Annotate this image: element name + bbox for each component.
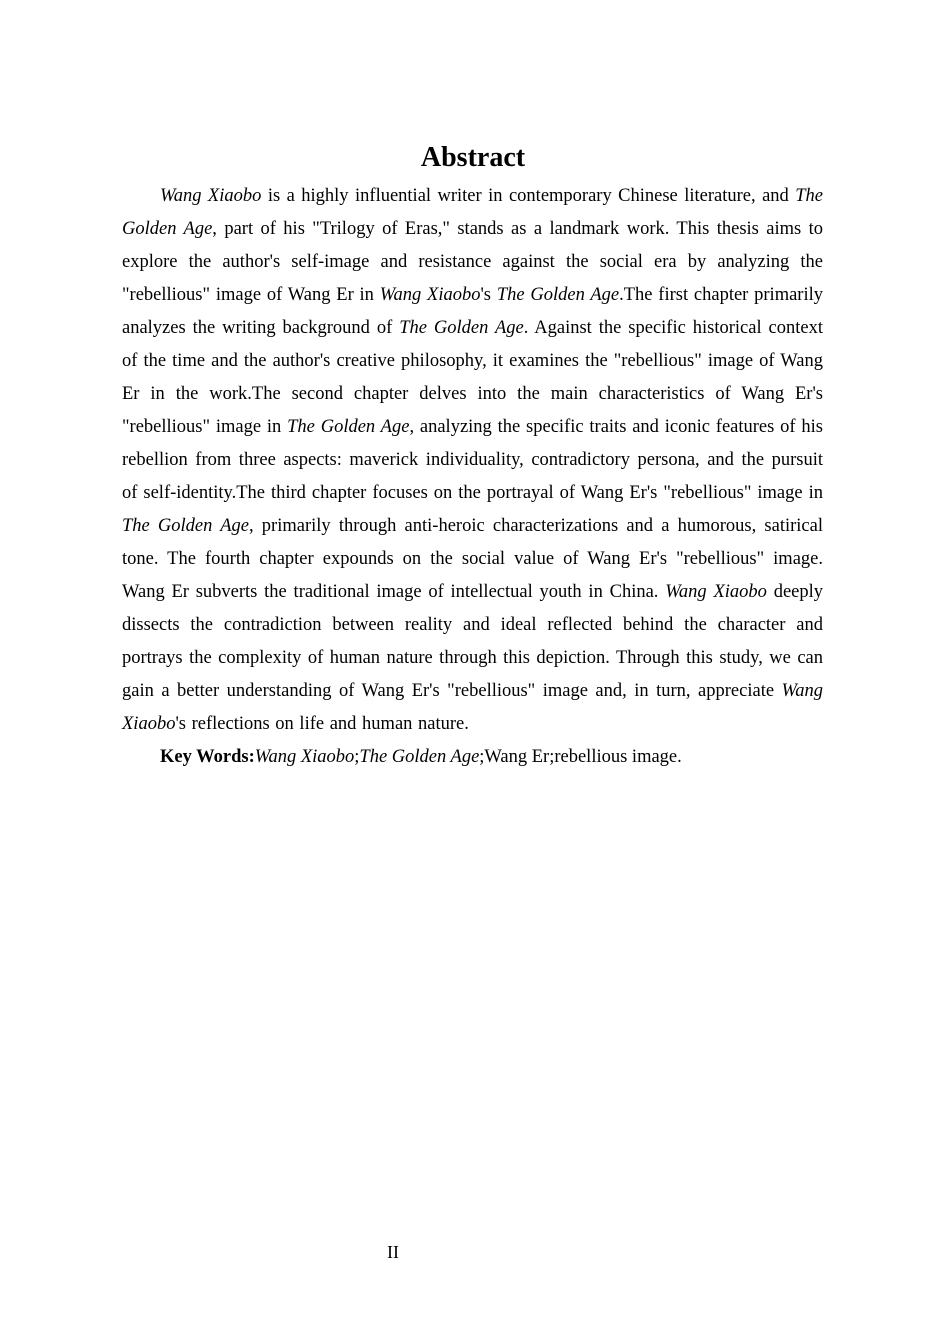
abstract-segment: Wang Xiaobo bbox=[160, 186, 262, 206]
abstract-segment: is a highly influential writer in contemporary Chinese literature, and bbox=[261, 186, 796, 206]
abstract-segment: . Against the specific historical context of the time and the author's creative philosophy, it examines the "rebellious" image of Wang Er in the work.The second chapter delves into the main characteristics of Wang Er's "rebellious" image in bbox=[122, 318, 823, 437]
abstract-segment: The Golden Age bbox=[399, 318, 524, 338]
abstract-segment: The Golden Age bbox=[496, 285, 620, 305]
keywords-line bbox=[122, 741, 823, 774]
abstract-segment: The Golden Age bbox=[287, 417, 410, 437]
abstract-segment: Wang Xiaobo bbox=[665, 582, 767, 602]
keyword-segment: ; bbox=[354, 747, 360, 767]
keyword-segment: Wang Xiaobo bbox=[254, 747, 355, 767]
page-title: Abstract bbox=[420, 142, 526, 173]
abstract-segment: The Golden Age bbox=[122, 516, 249, 536]
abstract-segment: 's bbox=[480, 285, 497, 305]
keyword-segment: ;Wang Er;rebellious image. bbox=[479, 747, 682, 767]
abstract-paragraph bbox=[122, 180, 823, 741]
keyword-segment: The Golden Age bbox=[359, 747, 480, 767]
abstract-segment: Wang Xiaobo bbox=[122, 681, 823, 734]
abstract-segment: , part of his "Trilogy of Eras," stands as a landmark work. This thesis aims to explore the author's self-image and resistance against the social era by analyzing the "rebellious" image of Wang Er in bbox=[122, 219, 823, 305]
abstract-body bbox=[122, 180, 823, 774]
keywords-label: Key Words: bbox=[160, 747, 255, 767]
abstract-segment: 's reflections on life and human nature. bbox=[175, 714, 469, 734]
abstract-segment: , primarily through anti-heroic characterizations and a humorous, satirical tone. The fourth chapter expounds on the social value of Wang Er's "rebellious" image. Wang Er subverts the traditional image of intellectual youth in China. bbox=[122, 516, 823, 602]
abstract-segment: .The first chapter primarily analyzes the writing background of bbox=[122, 285, 823, 338]
abstract-segment: Wang Xiaobo bbox=[379, 285, 481, 305]
page-number: II bbox=[387, 1242, 399, 1262]
abstract-segment: The Golden Age bbox=[122, 186, 823, 239]
abstract-segment: , analyzing the specific traits and iconic features of his rebellion from three aspects: maverick individuality, contradictory persona, and the pursuit of self-identity.The third chapter focuses on the portrayal of Wang Er's "rebellious" image in bbox=[122, 417, 823, 503]
abstract-segment: deeply dissects the contradiction between reality and ideal reflected behind the character and portrays the complexity of human nature through this depiction. Through this study, we can gain a better understanding of Wang Er's "rebellious" image and, in turn, appreciate bbox=[122, 582, 824, 701]
